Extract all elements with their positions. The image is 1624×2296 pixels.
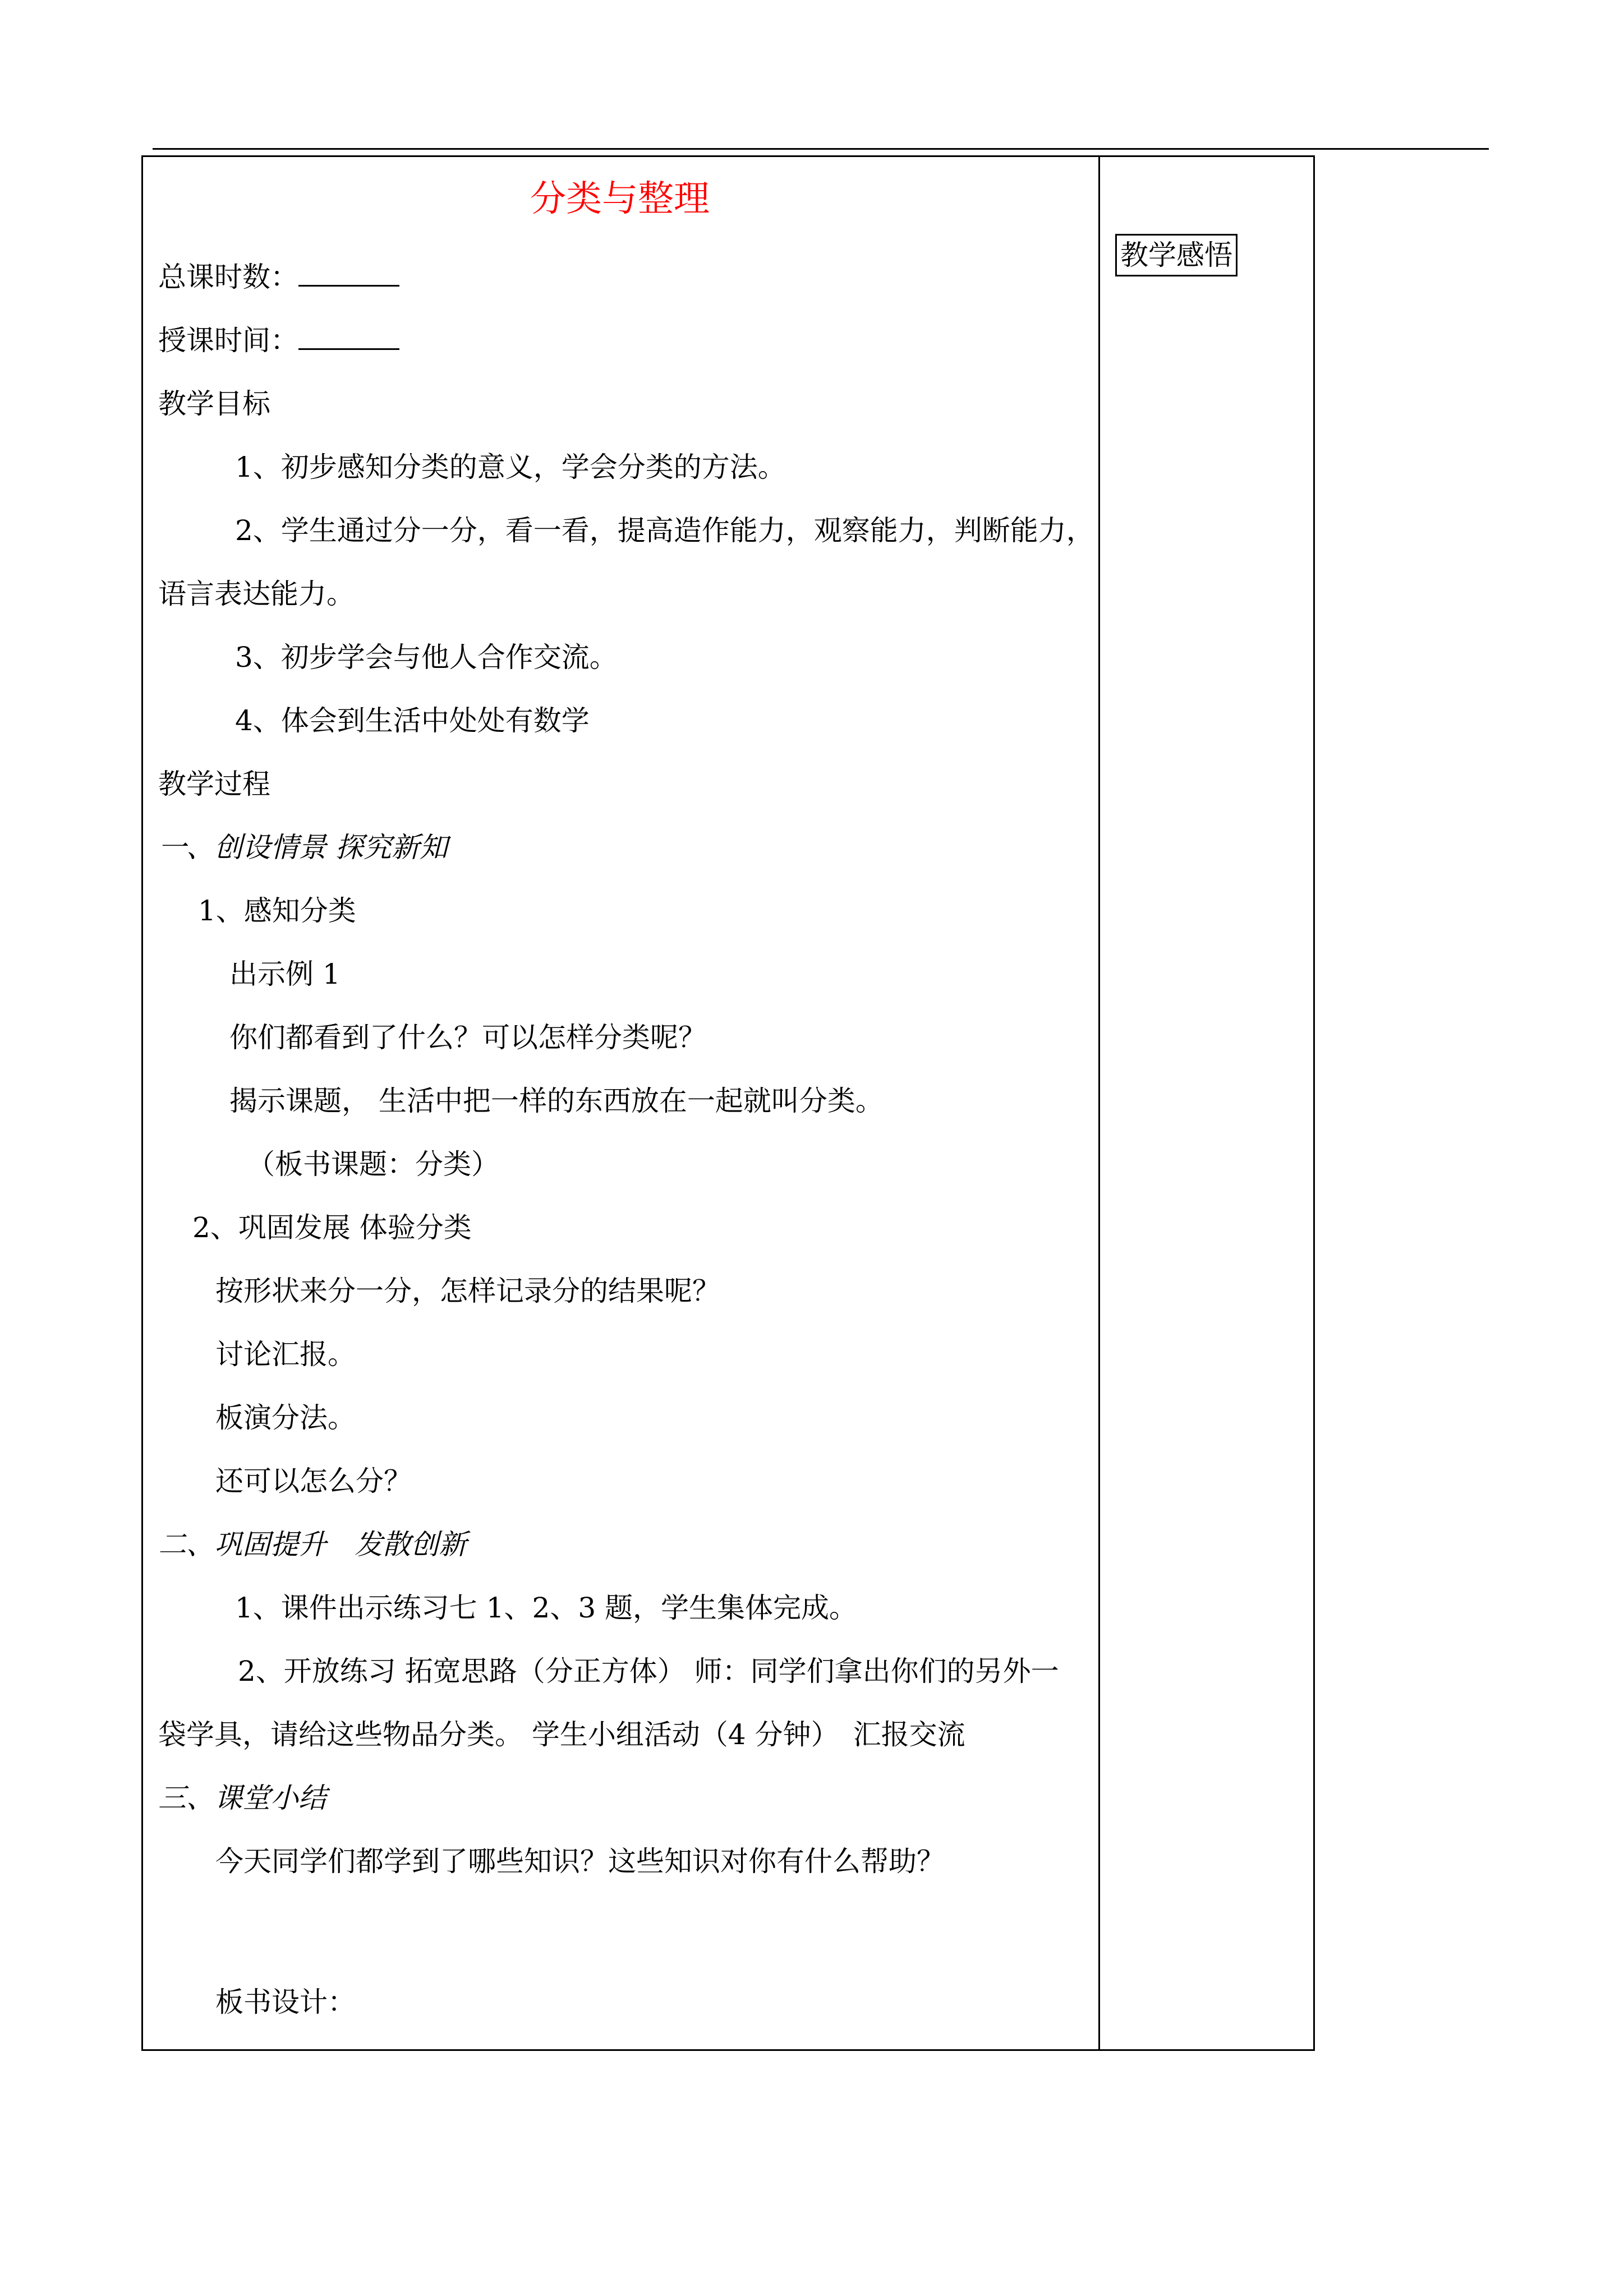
teach-time-field — [158, 321, 399, 360]
column-divider — [1098, 155, 1100, 2051]
section-heading: 二、巩固提升 发散创新 — [158, 1528, 467, 1561]
section-heading: 一、创设情景 探究新知 — [158, 831, 448, 864]
goal-item: 3、初步学会与他人合作交流。 — [235, 641, 618, 674]
board-design-label: 板书设计： — [215, 1986, 356, 2018]
step-text: （板书课题：分类） — [247, 1148, 499, 1181]
total-hours-blank — [298, 260, 399, 287]
teach-time-label: 授课时间： — [158, 324, 298, 357]
step-text: 揭示课题， 生活中把一样的东西放在一起就叫分类。 — [229, 1085, 884, 1117]
page-title: 分类与整理 — [530, 178, 710, 220]
header-rule — [153, 148, 1489, 150]
step-text: 你们都看到了什么？可以怎样分类呢？ — [229, 1021, 706, 1054]
step-text-continued: 袋学具，请给这些物品分类。 学生小组活动（4 分钟） 汇报交流 — [158, 1718, 965, 1751]
goal-item: 2、学生通过分一分，看一看，提高造作能力，观察能力，判断能力， — [235, 514, 1094, 547]
step-text: 1、课件出示练习七 1、2、3 题，学生集体完成。 — [235, 1592, 858, 1624]
goal-item: 4、体会到生活中处处有数学 — [235, 704, 590, 737]
step-text: 还可以怎么分？ — [215, 1465, 412, 1497]
step-text: 板演分法。 — [215, 1401, 356, 1434]
step-heading: 2、巩固发展 体验分类 — [192, 1211, 472, 1244]
goal-item: 1、初步感知分类的意义，学会分类的方法。 — [235, 451, 786, 483]
process-heading: 教学过程 — [158, 768, 270, 800]
section-heading: 三、课堂小结 — [158, 1782, 326, 1814]
goals-heading: 教学目标 — [158, 388, 270, 420]
goal-item-continued: 语言表达能力。 — [158, 578, 355, 610]
step-heading: 1、感知分类 — [198, 895, 356, 927]
step-text: 出示例 1 — [229, 958, 341, 990]
total-hours-field — [158, 257, 399, 297]
total-hours-label: 总课时数： — [158, 261, 298, 293]
step-text: 按形状来分一分，怎样记录分的结果呢？ — [215, 1275, 720, 1307]
step-text: 2、开放练习 拓宽思路（分正方体） 师：同学们拿出你们的另外一 — [238, 1655, 1059, 1688]
step-text: 讨论汇报。 — [215, 1338, 356, 1371]
side-column-label: 教学感悟 — [1115, 234, 1237, 276]
step-text: 今天同学们都学到了哪些知识？这些知识对你有什么帮助？ — [215, 1845, 945, 1878]
teach-time-blank — [298, 324, 399, 350]
